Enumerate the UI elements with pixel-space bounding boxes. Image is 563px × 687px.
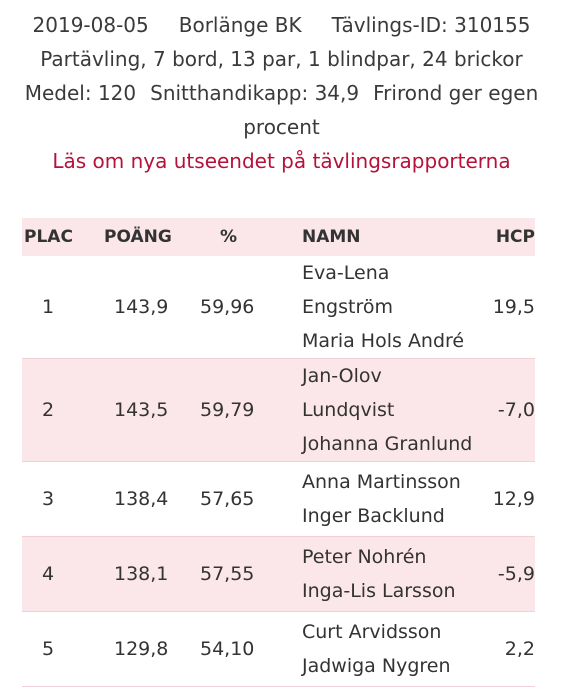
cell-names: [302, 612, 475, 687]
table-row[interactable]: [22, 359, 535, 462]
header-line-1: [0, 8, 563, 42]
cell-percent: 57,55: [200, 563, 255, 585]
cell-percent: 57,65: [200, 488, 255, 510]
table-row[interactable]: [22, 256, 535, 359]
table-row[interactable]: [22, 462, 535, 537]
cell-hcp: 2,2: [504, 638, 535, 660]
cell-names: [302, 462, 475, 537]
competition-id: Tävlings-ID: 310155: [331, 13, 531, 37]
player-name-1[interactable]: Jan-Olov Lundqvist: [302, 365, 395, 421]
competition-header: [0, 8, 563, 178]
cell-plac: 5: [42, 638, 55, 660]
cell-hcp: 12,9: [492, 488, 535, 510]
report-info-link[interactable]: Läs om nya utseendet på tävlingsrapporterna: [52, 149, 511, 173]
column-header-poang: POÄNG: [104, 227, 172, 247]
cell-poang: 138,4: [114, 488, 169, 510]
cell-percent: 59,79: [200, 399, 255, 421]
column-header-hcp: HCP: [495, 227, 535, 247]
club-name: Borlänge BK: [178, 13, 302, 37]
table-row[interactable]: [22, 612, 535, 687]
player-name-1[interactable]: Anna Martinsson: [302, 471, 461, 493]
cell-names: [302, 256, 475, 359]
player-name-2[interactable]: Maria Hols André: [302, 330, 465, 352]
cell-plac: 1: [42, 296, 55, 318]
cell-percent: 59,96: [200, 296, 255, 318]
player-name-1[interactable]: Eva-Lena Engström: [302, 262, 393, 318]
snitthandikapp-value: Snitthandikapp: 34,9: [150, 81, 360, 105]
cell-plac: 2: [42, 399, 55, 421]
cell-poang: 138,1: [114, 563, 169, 585]
frirond-note: Frirond ger egen: [373, 81, 539, 105]
column-header-percent: %: [220, 227, 238, 247]
player-name-2[interactable]: Inger Backlund: [302, 505, 445, 527]
cell-percent: 54,10: [200, 638, 255, 660]
header-line-3: [0, 76, 563, 110]
results-table: [22, 218, 535, 687]
cell-hcp: -5,9: [497, 563, 535, 585]
cell-plac: 3: [42, 488, 55, 510]
cell-plac: 4: [42, 563, 55, 585]
competition-format: Partävling, 7 bord, 13 par, 1 blindpar, 24 brickor: [40, 47, 523, 71]
table-header-row: [22, 218, 535, 256]
cell-poang: 143,5: [114, 399, 169, 421]
frirond-note-continued: procent: [243, 115, 320, 139]
player-name-2[interactable]: Johanna Granlund: [302, 433, 473, 455]
cell-hcp: 19,5: [492, 296, 535, 318]
cell-names: [302, 537, 475, 612]
cell-poang: 143,9: [114, 296, 169, 318]
player-name-2[interactable]: Jadwiga Nygren: [302, 655, 451, 677]
player-name-1[interactable]: Curt Arvidsson: [302, 621, 442, 643]
cell-poang: 129,8: [114, 638, 169, 660]
table-row[interactable]: [22, 537, 535, 612]
competition-date: 2019-08-05: [32, 13, 149, 37]
cell-hcp: -7,0: [497, 399, 535, 421]
column-header-plac: PLAC: [24, 227, 73, 247]
player-name-2[interactable]: Inga-Lis Larsson: [302, 580, 456, 602]
column-header-namn: NAMN: [302, 227, 361, 247]
medel-value: Medel: 120: [24, 81, 137, 105]
player-name-1[interactable]: Peter Nohrén: [302, 546, 427, 568]
cell-names: [302, 359, 475, 462]
